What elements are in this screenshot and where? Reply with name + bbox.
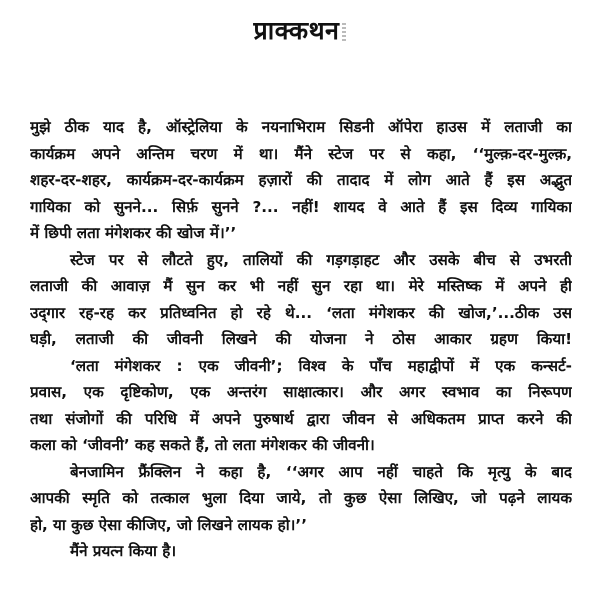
text-line: मैंने प्रयत्न किया है। — [70, 542, 177, 560]
text-line: लताजी की आवाज़ मैं सुन कर भी नहीं सुन रहा था। मेरे मस्तिष्क में अपने ही — [30, 277, 572, 295]
text-line: शहर-दर-शहर, कार्यक्रम-दर-कार्यक्रम हज़ारों की तादाद में लोग आते हैं इस अद्भुत — [30, 171, 572, 189]
text-line: तथा संजोगों की परिधि में अपने पुरुषार्थ द्वारा जीवन से अधिकतम प्राप्त करने की — [30, 409, 572, 428]
title-scan-mark — [342, 23, 346, 41]
text-line: मुझे ठीक याद है, ऑस्ट्रेलिया के नयनाभिराम सिडनी ऑपेरा हाउस में लताजी का — [30, 118, 572, 136]
page-title-text: प्राक्कथन — [253, 16, 340, 45]
paragraph — [30, 114, 572, 247]
paragraph — [30, 353, 572, 459]
paragraph — [30, 538, 572, 565]
text-line: हो, या कुछ ऐसा कीजिए, जो लिखने लायक हो।’’ — [30, 515, 307, 534]
body-text — [30, 114, 572, 565]
text-line: प्रवास, एक दृष्टिकोण, एक अन्तरंग साक्षात्कार। और अगर स्वभाव का निरूपण — [30, 383, 572, 401]
text-line: स्टेज पर से लौटते हुए, तालियों की गड़गड़ाहट और उसके बीच से उभरती — [70, 250, 572, 269]
text-line: उद्‌गार रह-रह कर प्रतिध्वनित हो रहे थे... ‘लता मंगेशकर की खोज,’...ठीक उस — [30, 303, 572, 322]
paragraph — [30, 247, 572, 353]
paragraph — [30, 459, 572, 539]
text-line: ‘लता मंगेशकर : एक जीवनी’; विश्व के पाँच महाद्वीपों में एक कन्सर्ट- — [70, 356, 572, 375]
text-line: गायिका को सुनने... सिर्फ़ सुनने ?... नहीं! शायद वे आते हैं इस दिव्य गायिका — [30, 197, 572, 216]
page-title — [0, 14, 600, 48]
text-line: बेनजामिन फ्रैंक्लिन ने कहा है, ‘‘अगर आप नहीं चाहते कि मृत्यु के बाद — [70, 462, 572, 481]
text-line: में छिपी लता मंगेशकर की खोज में।’’ — [30, 224, 237, 242]
text-line: कला को ‘जीवनी’ कह सकते हैं, तो लता मंगेशकर की जीवनी। — [30, 436, 375, 454]
text-line: कार्यक्रम अपने अन्तिम चरण में था। मैंने स्टेज पर से कहा, ‘‘मुल्क़-दर-मुल्क़, — [30, 144, 572, 163]
text-line: घड़ी, लताजी की जीवनी लिखने की योजना ने ठोस आकार ग्रहण किया! — [30, 330, 572, 348]
text-line: आपकी स्मृति को तत्काल भुला दिया जाये, तो कुछ ऐसा लिखिए, जो पढ़ने लायक — [30, 489, 572, 507]
